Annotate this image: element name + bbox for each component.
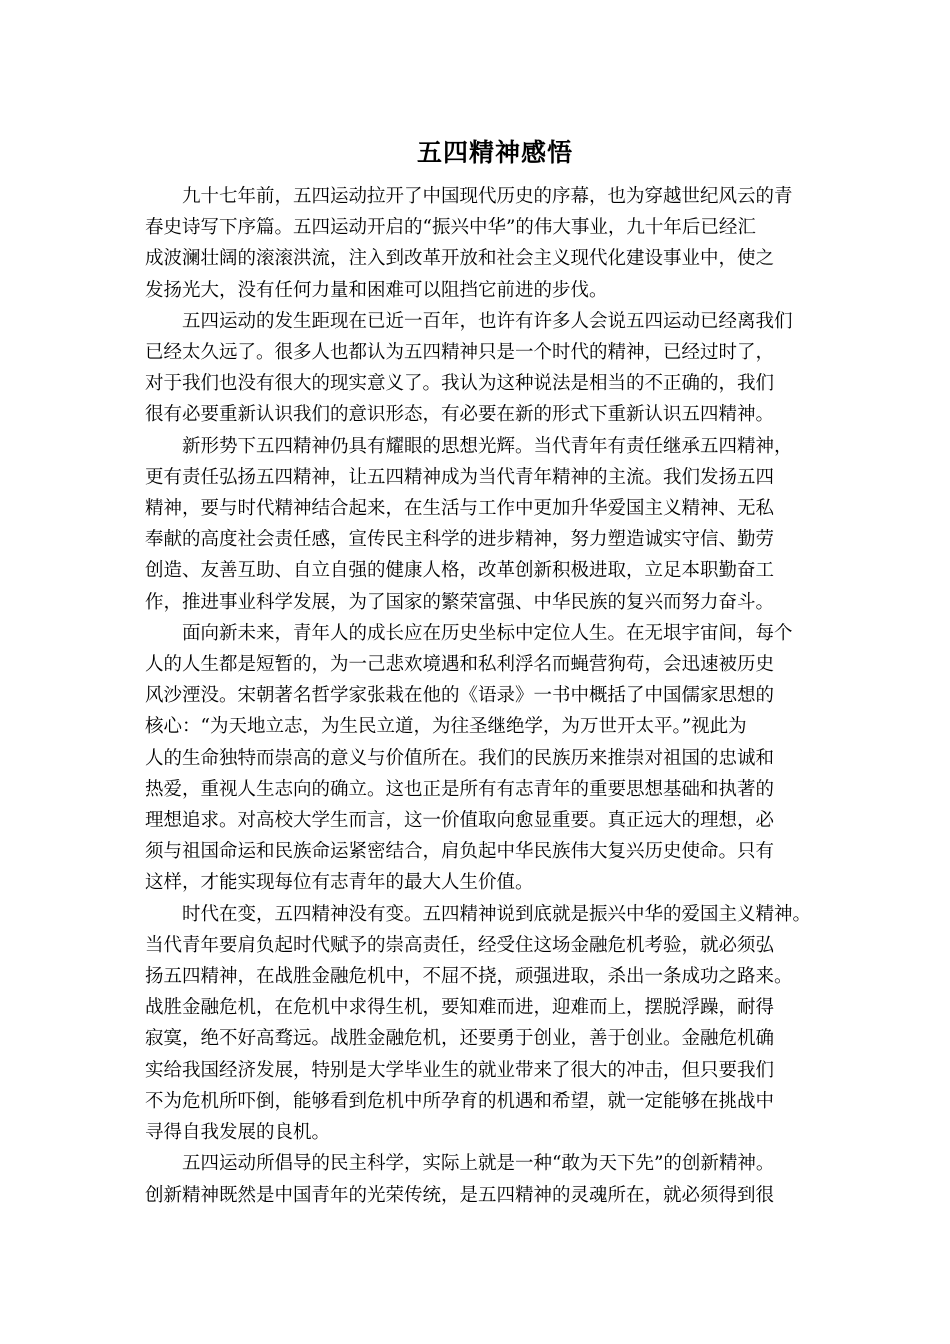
text-line: 九十七年前，五四运动拉开了中国现代历史的序幕，也为穿越世纪风云的青 [145,186,793,207]
paragraph [145,306,825,431]
text-line: 当代青年要肩负起时代赋予的崇高责任，经受住这场金融危机考验，就必须弘 [145,934,775,956]
text-line: 很有必要重新认识我们的意识形态，有必要在新的形式下重新认识五四精神。 [145,404,775,426]
text-line: 对于我们也没有很大的现实意义了。我认为这种说法是相当的不正确的，我们 [145,373,775,395]
text-line: 作，推进事业科学发展，为了国家的繁荣富强、中华民族的复兴而努力奋斗。 [145,591,775,613]
text-line: 五四运动所倡导的民主科学，实际上就是一种“敢为天下先”的创新精神。 [145,1153,775,1175]
text-line: 奉献的高度社会责任感，宣传民主科学的进步精神，努力塑造诚实守信、勤劳 [145,529,775,551]
document-body [145,181,825,1211]
text-line: 成波澜壮阔的滚滚洪流，注入到改革开放和社会主义现代化建设事业中，使之 [145,248,775,270]
text-line: 寂寞，绝不好高骛远。战胜金融危机，还要勇于创业，善于创业。金融危机确 [145,1028,775,1050]
text-line: 须与祖国命运和民族命运紧密结合，肩负起中华民族伟大复兴历史使命。只有 [145,841,775,863]
text-line: 这样，才能实现每位有志青年的最大人生价值。 [145,872,534,894]
text-line: 创造、友善互助、自立自强的健康人格，改革创新积极进取，立足本职勤奋工 [145,560,775,582]
paragraph [145,1148,825,1210]
text-line: 人的生命独特而崇高的意义与价值所在。我们的民族历来推崇对祖国的忠诚和 [145,747,775,769]
text-line: 新形势下五四精神仍具有耀眼的思想光辉。当代青年有责任继承五四精神， [145,435,793,457]
text-line: 风沙湮没。宋朝著名哲学家张栽在他的《语录》一书中概括了中国儒家思想的 [145,685,775,707]
text-line: 更有责任弘扬五四精神，让五四精神成为当代青年精神的主流。我们发扬五四 [145,466,775,488]
text-line: 创新精神既然是中国青年的光荣传统，是五四精神的灵魂所在，就必须得到很 [145,1184,775,1206]
text-line: 春史诗写下序篇。五四运动开启的“振兴中华”的伟大事业，九十年后已经汇 [145,217,756,239]
text-line: 实给我国经济发展，特别是大学毕业生的就业带来了很大的冲击，但只要我们 [145,1059,775,1081]
text-line: 热爱，重视人生志向的确立。这也正是所有有志青年的重要思想基础和执著的 [145,778,775,800]
text-line: 已经太久远了。很多人也都认为五四精神只是一个时代的精神，已经过时了， [145,342,775,364]
text-line: 面向新未来，青年人的成长应在历史坐标中定位人生。在无垠宇宙间，每个 [145,622,793,644]
paragraph [145,899,825,1149]
text-line: 不为危机所吓倒，能够看到危机中所孕育的机遇和希望，就一定能够在挑战中 [145,1090,775,1112]
text-line: 时代在变，五四精神没有变。五四精神说到底就是振兴中华的爱国主义精神。 [145,903,812,925]
text-line: 人的人生都是短暂的，为一己悲欢境遇和私利浮名而蝇营狗苟，会迅速被历史 [145,654,775,676]
text-line: 扬五四精神，在战胜金融危机中，不屈不挠，顽强进取，杀出一条成功之路来。 [145,966,793,988]
text-line: 五四运动的发生距现在已近一百年，也许有许多人会说五四运动已经离我们 [145,310,793,332]
text-line: 寻得自我发展的良机。 [145,1122,331,1144]
paragraph [145,618,825,899]
text-line: 战胜金融危机，在危机中求得生机，要知难而进，迎难而上，摆脱浮躁，耐得 [145,997,775,1019]
text-line: 精神，要与时代精神结合起来，在生活与工作中更加升华爱国主义精神、无私 [145,498,775,520]
text-line: 理想追求。对高校大学生而言，这一价值取向愈显重要。真正远大的理想，必 [145,810,775,832]
document-title: 五四精神感悟 [416,138,573,167]
text-line: 发扬光大，没有任何力量和困难可以阻挡它前进的步伐。 [145,279,608,301]
paragraph [145,431,825,618]
paragraph [145,181,825,306]
text-line: 核心：“为天地立志，为生民立道，为往圣继绝学，为万世开太平。”视此为 [145,716,747,738]
